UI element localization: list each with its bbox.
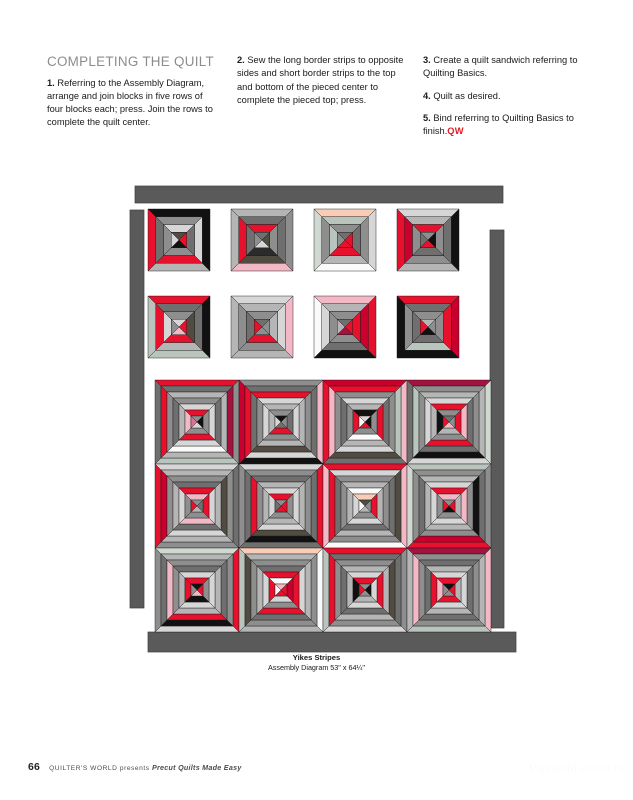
page-footer (28, 761, 242, 773)
footer-brand: QUILTER'S WORLD (49, 765, 118, 772)
diagram-caption (0, 653, 633, 672)
instructions-area (47, 54, 593, 138)
step-2 (237, 54, 405, 107)
instruction-column-1 (47, 54, 219, 130)
step-4 (423, 90, 593, 103)
instruction-column-3 (423, 54, 593, 138)
instruction-column-2 (237, 54, 405, 107)
step-3-text: Create a quilt sandwich referring to Quilting Basics. (423, 55, 578, 79)
assembly-diagram (0, 182, 633, 662)
footer-presents: presents (119, 765, 150, 772)
step-1-number: 1. (47, 77, 55, 88)
site-watermark: PassionForum.ru (529, 761, 625, 775)
step-5 (423, 112, 593, 139)
step-5-text: Bind referring to Quilting Basics to finish. (423, 112, 574, 137)
step-4-number: 4. (423, 90, 431, 101)
step-2-number: 2. (237, 55, 245, 65)
step-1-text: Referring to the Assembly Diagram, arrange and join blocks in five rows of four blocks each; press. Join the rows to complete the quilt center. (47, 77, 213, 128)
step-4-text: Quilt as desired. (433, 90, 501, 101)
border-strip-top (135, 186, 503, 203)
border-strip-left (130, 210, 144, 608)
border-strip-right (490, 230, 504, 628)
quilt-diagram-svg (0, 182, 633, 662)
footer-book-title: Precut Quilts Made Easy (151, 763, 242, 772)
border-strip-bottom (148, 632, 516, 652)
page-title: COMPLETING THE QUILT (47, 54, 214, 69)
page-number: 66 (28, 761, 41, 773)
step-5-number: 5. (423, 112, 431, 123)
step-1 (47, 77, 219, 130)
step-3-number: 3. (423, 55, 431, 65)
caption-title: Yikes Stripes (292, 653, 341, 662)
caption-subtitle: Assembly Diagram 53" x 64¼" (268, 662, 365, 672)
step-2-text: Sew the long border strips to opposite sides and short border strips to the top and bottom of the pieced center to complete the pieced top; press. (237, 55, 404, 105)
footer-credit (49, 763, 242, 772)
step-3 (423, 54, 593, 81)
end-mark: QW (447, 126, 464, 137)
